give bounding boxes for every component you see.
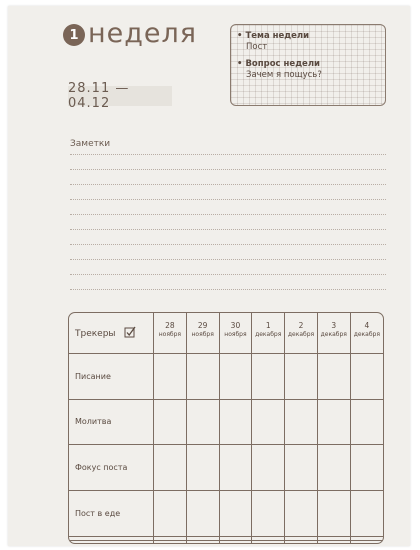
tracker-cell[interactable] (186, 445, 219, 491)
day-number: 3 (331, 321, 337, 330)
tracker-cell[interactable] (219, 354, 252, 400)
tracker-cell[interactable] (154, 490, 187, 536)
notes-line[interactable] (70, 214, 386, 215)
tracker-cell[interactable] (154, 445, 187, 491)
day-header (350, 313, 383, 354)
notes-line[interactable] (70, 154, 386, 155)
day-header (317, 313, 350, 354)
day-month: ноября (191, 331, 214, 338)
day-month: ноября (158, 331, 182, 338)
tracker-cell[interactable] (252, 399, 285, 445)
notes-line[interactable] (70, 169, 386, 170)
day-header (186, 313, 219, 354)
day-header (285, 313, 318, 354)
day-number: 30 (230, 321, 241, 330)
tracker-cell[interactable] (186, 541, 219, 543)
tracker-row-label[interactable] (69, 541, 154, 543)
notes-label: Заметки (70, 139, 111, 149)
day-number: 29 (197, 321, 208, 330)
question-label: Вопрос недели (245, 59, 320, 69)
bullet-icon: • (237, 59, 243, 69)
tracker-cell[interactable] (252, 541, 285, 543)
day-number: 1 (265, 321, 271, 330)
tracker-header-row (69, 313, 383, 354)
notes-line[interactable] (70, 274, 386, 275)
tracker-row-label: Писание (69, 354, 154, 400)
checkbox-check-icon (124, 326, 136, 341)
day-header (154, 313, 187, 354)
tracker-cell[interactable] (285, 541, 318, 543)
notes-line[interactable] (70, 184, 386, 185)
tracker-row (69, 399, 383, 445)
theme-label: Тема недели (245, 31, 310, 41)
tracker-cell[interactable] (350, 399, 383, 445)
tracker-cell[interactable] (252, 490, 285, 536)
tracker-cell[interactable] (219, 399, 252, 445)
day-number: 28 (165, 321, 175, 330)
notes-line[interactable] (70, 244, 386, 245)
day-header (219, 313, 252, 354)
week-title: неделя (88, 18, 198, 49)
tracker-row-label: Фокус поста (69, 445, 154, 491)
tracker-cell[interactable] (154, 399, 187, 445)
question-of-week (237, 59, 322, 81)
tracker-cell[interactable] (317, 354, 350, 400)
tracker-cell[interactable] (285, 399, 318, 445)
tracker-row (69, 354, 383, 400)
theme-of-week (237, 31, 309, 53)
tracker-cell[interactable] (219, 541, 252, 543)
bullet-icon: • (237, 31, 243, 41)
day-month: декабря (287, 331, 315, 338)
tracker-cell[interactable] (219, 490, 252, 536)
tracker-row (69, 490, 383, 536)
tracker-cell[interactable] (154, 354, 187, 400)
tracker-row (69, 445, 383, 491)
tracker-cell[interactable] (285, 354, 318, 400)
tracker-cell[interactable] (350, 354, 383, 400)
day-number: 4 (364, 321, 370, 330)
question-value: Зачем я пощусь? (246, 70, 322, 80)
day-month: ноября (224, 331, 247, 338)
tracker-title-cell (69, 313, 154, 354)
planner-page (8, 6, 410, 546)
tracker-cell[interactable] (317, 445, 350, 491)
tracker-cell[interactable] (252, 354, 285, 400)
tracker-cell[interactable] (186, 490, 219, 536)
tracker-table (69, 313, 383, 543)
tracker-row-label: Пост в еде (69, 490, 154, 536)
day-month: декабря (320, 331, 347, 338)
tracker-cell[interactable] (317, 490, 350, 536)
tracker-cell[interactable] (219, 445, 252, 491)
day-month: декабря (255, 331, 282, 338)
day-header (252, 313, 285, 354)
notes-line[interactable] (70, 229, 386, 230)
tracker-cell[interactable] (186, 354, 219, 400)
day-month: декабря (353, 331, 380, 338)
tracker-cell[interactable] (317, 399, 350, 445)
tracker-cell[interactable] (350, 541, 383, 543)
theme-box (230, 24, 386, 106)
tracker-cell[interactable] (317, 541, 350, 543)
tracker-row-label: Молитва (69, 399, 154, 445)
tracker-title: Трекеры (75, 328, 116, 339)
notes-line[interactable] (70, 199, 386, 200)
date-range: 28.11 — 04.12 (68, 86, 172, 106)
day-number: 2 (298, 321, 304, 330)
theme-value: Пост (246, 42, 268, 52)
tracker-cell[interactable] (285, 490, 318, 536)
tracker-cell[interactable] (252, 445, 285, 491)
tracker-cell[interactable] (154, 541, 187, 543)
tracker-row (69, 541, 383, 543)
tracker-cell[interactable] (285, 445, 318, 491)
notes-line[interactable] (70, 259, 386, 260)
habit-tracker (68, 312, 384, 544)
notes-line[interactable] (70, 289, 386, 290)
tracker-cell[interactable] (186, 399, 219, 445)
week-number-badge: 1 (63, 24, 85, 46)
tracker-cell[interactable] (350, 490, 383, 536)
tracker-cell[interactable] (350, 445, 383, 491)
